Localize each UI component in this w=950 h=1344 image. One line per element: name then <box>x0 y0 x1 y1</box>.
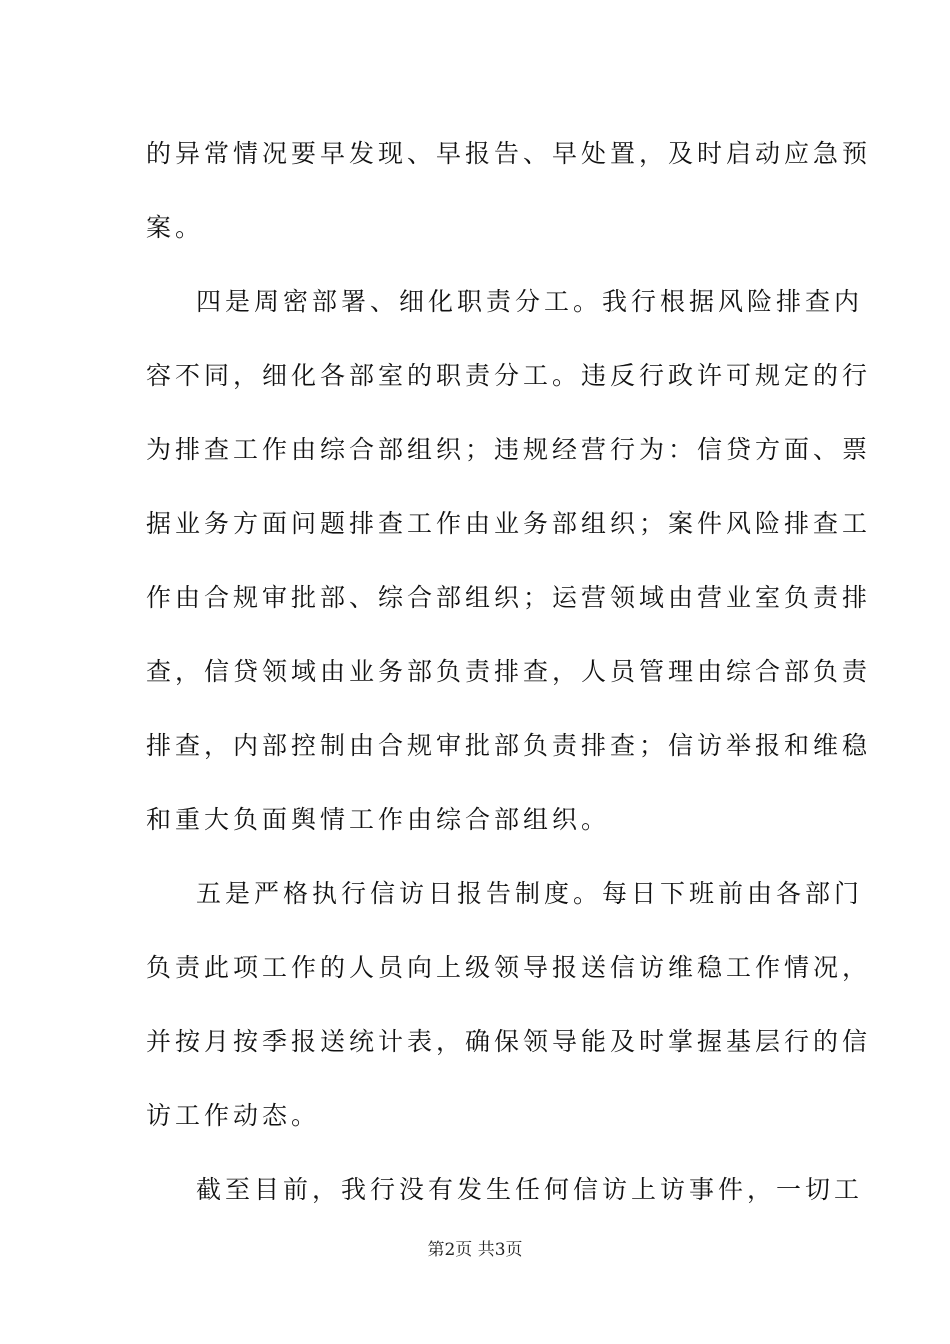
text-line: 负责此项工作的人员向上级领导报送信访维稳工作情况， <box>146 953 872 982</box>
text-line: 访工作动态。 <box>146 1101 321 1130</box>
text-line: 据业务方面问题排查工作由业务部组织；案件风险排查工 <box>146 509 872 538</box>
text-line: 和重大负面舆情工作由综合部组织。 <box>146 805 611 834</box>
text-line: 的异常情况要早发现、早报告、早处置，及时启动应急预 <box>146 139 872 168</box>
paragraph-start-line: 截至目前，我行没有发生任何信访上访事件，一切工 <box>196 1175 864 1204</box>
text-line: 为排查工作由综合部组织；违规经营行为：信贷方面、票 <box>146 435 872 464</box>
paragraph-start-line: 五是严格执行信访日报告制度。每日下班前由各部门 <box>196 879 864 908</box>
text-line: 查，信贷领域由业务部负责排查，人员管理由综合部负责 <box>146 657 872 686</box>
text-line: 作由合规审批部、综合部组织；运营领域由营业室负责排 <box>146 583 872 612</box>
text-line: 容不同，细化各部室的职责分工。违反行政许可规定的行 <box>146 361 872 390</box>
text-line: 案。 <box>146 213 205 242</box>
text-line: 并按月按季报送统计表，确保领导能及时掌握基层行的信 <box>146 1027 872 1056</box>
page-number-footer: 第2页 共3页 <box>427 1240 523 1260</box>
text-line: 排查，内部控制由合规审批部负责排查；信访举报和维稳 <box>146 731 872 760</box>
paragraph-start-line: 四是周密部署、细化职责分工。我行根据风险排查内 <box>196 287 864 316</box>
